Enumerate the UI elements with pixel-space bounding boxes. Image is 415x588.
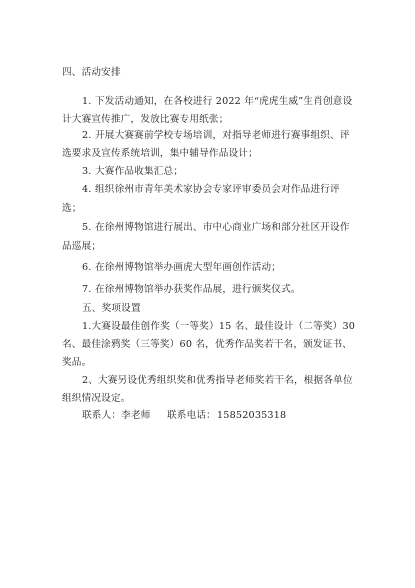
award-paragraph-one-continued: 奖品。 <box>62 357 92 368</box>
list-item-text: 开展大赛赛前学校专场培训，对指导老师进行赛事组织、评 <box>95 130 350 141</box>
list-item-number: 7. <box>82 284 92 295</box>
list-item-text: 在徐州博物馆进行展出、市中心商业广场和部分社区开设作 <box>95 222 350 233</box>
award-paragraph-one: 1.大赛设最佳创作奖（一等奖）15 名、最佳设计（二等奖）30 <box>82 321 356 332</box>
list-item-number: 1. <box>82 96 92 107</box>
contact-phone-number: 15852035318 <box>217 410 287 421</box>
list-item-text: 大赛作品收集汇总； <box>95 166 184 177</box>
list-item-text: 在徐州博物馆举办获奖作品展，进行颁奖仪式。 <box>95 284 301 295</box>
contact-phone-label: 联系电话： <box>167 410 216 421</box>
list-item-number: 6. <box>82 262 92 273</box>
list-item-text-continued: 选； <box>62 203 82 214</box>
list-item-text-continued: 计大赛宣传推广，发放比赛专用纸张； <box>62 114 229 125</box>
list-item-number: 3. <box>82 166 92 177</box>
award-paragraph-two-continued: 组织情况设定。 <box>62 393 131 404</box>
contact-person: 联系人：李老师 <box>82 410 151 421</box>
list-item-number: 2. <box>82 130 92 141</box>
section-four-heading: 四、活动安排 <box>62 67 121 78</box>
list-item-text-continued: 选要求及宣传系统培训，集中辅导作品设计； <box>62 148 258 159</box>
award-paragraph-one-continued: 名、最佳涂鸦奖（三等奖）60 名，优秀作品奖若干名，颁发证书、 <box>62 339 353 350</box>
list-item-text-continued: 品巡展； <box>62 241 102 252</box>
list-item-text: 组织徐州市青年美术家协会专家评审委员会对作品进行评 <box>95 184 340 195</box>
section-five-heading: 五、奖项设置 <box>82 303 141 314</box>
list-item-text: 下发活动通知，在各校进行 2022 年“虎虎生威”生肖创意设 <box>95 96 353 107</box>
list-item-text: 在徐州博物馆举办画虎大型年画创作活动； <box>95 262 282 273</box>
list-item-number: 5. <box>82 222 92 233</box>
list-item-number: 4. <box>82 184 92 195</box>
award-paragraph-two: 2、大赛另设优秀组织奖和优秀指导老师奖若干名，根据各单位 <box>82 375 353 386</box>
